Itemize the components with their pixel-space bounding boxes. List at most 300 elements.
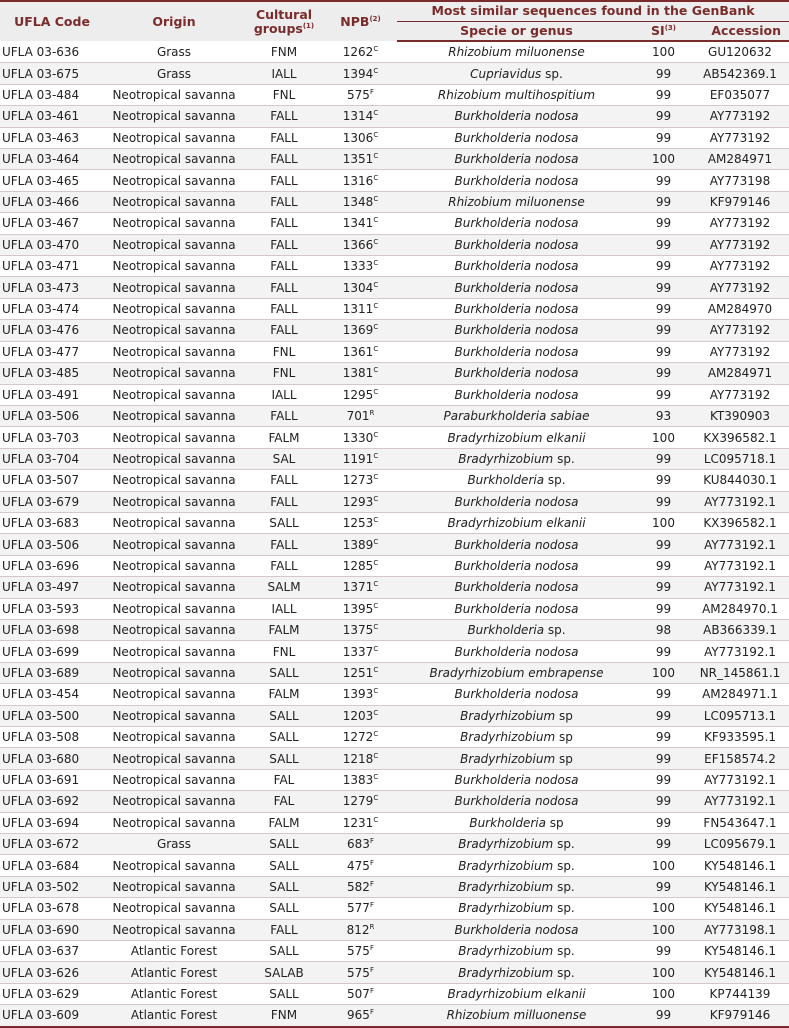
cell-si: 99 (636, 705, 691, 726)
cell-species: Rhizobium miluonense (397, 191, 636, 212)
cell-npb: $507^F$ (324, 983, 397, 1004)
cell-npb: $1395^C$ (324, 598, 397, 619)
cell-cultural-group: SALL (244, 876, 324, 897)
table-row (0, 149, 789, 170)
cell-origin: Neotropical savanna (104, 191, 244, 212)
cell-origin: Neotropical savanna (104, 384, 244, 405)
cell-species: Burkholderia nodosa (397, 919, 636, 940)
table-row (0, 619, 789, 640)
cell-accession: KF979146 (691, 1005, 789, 1027)
cell-npb: $1311^C$ (324, 298, 397, 319)
cell-ufla-code: UFLA 03-691 (0, 769, 104, 790)
table-row (0, 705, 789, 726)
cell-cultural-group: SALL (244, 512, 324, 533)
cell-accession: AY773192.1 (691, 555, 789, 576)
cell-ufla-code: UFLA 03-703 (0, 427, 104, 448)
cell-npb: $575^F$ (324, 941, 397, 962)
cell-origin: Atlantic Forest (104, 1005, 244, 1027)
cell-si: 99 (636, 684, 691, 705)
cell-si: 99 (636, 727, 691, 748)
table-row (0, 277, 789, 298)
cell-cultural-group: SALL (244, 662, 324, 683)
table-row (0, 384, 789, 405)
cell-ufla-code: UFLA 03-679 (0, 491, 104, 512)
cell-cultural-group: FALL (244, 127, 324, 148)
cell-cultural-group: SALL (244, 898, 324, 919)
cell-npb: $1279^C$ (324, 791, 397, 812)
header-si: SI$^{(3)}$ (636, 21, 691, 41)
cell-cultural-group: FALL (244, 234, 324, 255)
cell-accession: EF158574.2 (691, 748, 789, 769)
cell-accession: AM284971 (691, 363, 789, 384)
cell-ufla-code: UFLA 03-704 (0, 448, 104, 469)
cell-species: Bradyrhizobium sp (397, 705, 636, 726)
cell-si: 100 (636, 983, 691, 1004)
cell-accession: AY773192 (691, 277, 789, 298)
cell-ufla-code: UFLA 03-609 (0, 1005, 104, 1027)
cell-origin: Neotropical savanna (104, 341, 244, 362)
cell-npb: $701^R$ (324, 405, 397, 426)
cell-accession: LC095718.1 (691, 448, 789, 469)
table-row (0, 191, 789, 212)
cell-origin: Neotropical savanna (104, 213, 244, 234)
cell-npb: $1381^C$ (324, 363, 397, 384)
cell-npb: $1316^C$ (324, 170, 397, 191)
cell-cultural-group: FALM (244, 684, 324, 705)
cell-npb: $1389^C$ (324, 534, 397, 555)
cell-accession: KY548146.1 (691, 962, 789, 983)
cell-cultural-group: SALM (244, 577, 324, 598)
table-row (0, 470, 789, 491)
table-row (0, 1005, 789, 1027)
table-row (0, 106, 789, 127)
cell-species: Burkholderia nodosa (397, 534, 636, 555)
cell-npb: $577^F$ (324, 898, 397, 919)
cell-cultural-group: FALL (244, 256, 324, 277)
cell-si: 99 (636, 1005, 691, 1027)
cell-cultural-group: FALL (244, 149, 324, 170)
cell-npb: $1351^C$ (324, 149, 397, 170)
cell-origin: Neotropical savanna (104, 170, 244, 191)
cell-npb: $1191^C$ (324, 448, 397, 469)
cell-origin: Neotropical savanna (104, 748, 244, 769)
cell-accession: AY773192.1 (691, 769, 789, 790)
cell-cultural-group: FALL (244, 191, 324, 212)
cell-si: 100 (636, 898, 691, 919)
cell-npb: $1231^C$ (324, 812, 397, 833)
cell-si: 99 (636, 876, 691, 897)
cell-accession: LC095713.1 (691, 705, 789, 726)
cell-origin: Neotropical savanna (104, 598, 244, 619)
cell-ufla-code: UFLA 03-461 (0, 106, 104, 127)
cell-accession: KU844030.1 (691, 470, 789, 491)
cell-accession: AY773192 (691, 127, 789, 148)
cell-origin: Neotropical savanna (104, 876, 244, 897)
table-row (0, 641, 789, 662)
cell-npb: $1253^C$ (324, 512, 397, 533)
cell-origin: Neotropical savanna (104, 277, 244, 298)
cell-origin: Neotropical savanna (104, 405, 244, 426)
cell-npb: $1251^C$ (324, 662, 397, 683)
cell-species: Bradyrhizobium sp. (397, 962, 636, 983)
table-row (0, 941, 789, 962)
cell-cultural-group: FALL (244, 213, 324, 234)
cell-si: 99 (636, 534, 691, 555)
cell-species: Burkholderia nodosa (397, 577, 636, 598)
cell-ufla-code: UFLA 03-506 (0, 405, 104, 426)
cell-cultural-group: SALL (244, 705, 324, 726)
cell-accession: KY548146.1 (691, 855, 789, 876)
cell-species: Burkholderia nodosa (397, 256, 636, 277)
table-row (0, 577, 789, 598)
cell-cultural-group: FALL (244, 470, 324, 491)
cell-si: 99 (636, 834, 691, 855)
cell-species: Burkholderia nodosa (397, 298, 636, 319)
cell-species: Burkholderia nodosa (397, 170, 636, 191)
cell-cultural-group: FALM (244, 427, 324, 448)
cell-npb: $475^F$ (324, 855, 397, 876)
cell-accession: AY773192 (691, 256, 789, 277)
cell-cultural-group: FAL (244, 791, 324, 812)
cell-npb: $1295^C$ (324, 384, 397, 405)
cell-si: 100 (636, 512, 691, 533)
cell-origin: Neotropical savanna (104, 320, 244, 341)
cell-npb: $1273^C$ (324, 470, 397, 491)
cell-species: Bradyrhizobium sp. (397, 834, 636, 855)
cell-cultural-group: FALL (244, 298, 324, 319)
cell-origin: Neotropical savanna (104, 791, 244, 812)
cell-species: Paraburkholderia sabiae (397, 405, 636, 426)
cell-npb: $1337^C$ (324, 641, 397, 662)
cell-ufla-code: UFLA 03-474 (0, 298, 104, 319)
cell-npb: $1393^C$ (324, 684, 397, 705)
cell-ufla-code: UFLA 03-454 (0, 684, 104, 705)
cell-accession: KY548146.1 (691, 898, 789, 919)
cell-species: Burkholderia nodosa (397, 384, 636, 405)
cell-si: 99 (636, 769, 691, 790)
cell-origin: Neotropical savanna (104, 470, 244, 491)
cell-origin: Neotropical savanna (104, 919, 244, 940)
cell-ufla-code: UFLA 03-678 (0, 898, 104, 919)
cell-origin: Neotropical savanna (104, 898, 244, 919)
cell-accession: AY773192.1 (691, 534, 789, 555)
cell-species: Burkholderia nodosa (397, 341, 636, 362)
cell-si: 99 (636, 641, 691, 662)
table-row (0, 427, 789, 448)
cell-ufla-code: UFLA 03-497 (0, 577, 104, 598)
cell-cultural-group: FNM (244, 41, 324, 63)
cell-species: Burkholderia sp. (397, 619, 636, 640)
cell-ufla-code: UFLA 03-675 (0, 63, 104, 84)
cell-npb: $1348^C$ (324, 191, 397, 212)
cell-origin: Neotropical savanna (104, 363, 244, 384)
table-row (0, 84, 789, 105)
cell-origin: Neotropical savanna (104, 727, 244, 748)
cell-ufla-code: UFLA 03-698 (0, 619, 104, 640)
cell-ufla-code: UFLA 03-637 (0, 941, 104, 962)
cell-ufla-code: UFLA 03-463 (0, 127, 104, 148)
cell-npb: $1203^C$ (324, 705, 397, 726)
cell-si: 100 (636, 427, 691, 448)
cell-cultural-group: IALL (244, 384, 324, 405)
table-row (0, 769, 789, 790)
cell-species: Burkholderia nodosa (397, 106, 636, 127)
cell-cultural-group: FALM (244, 812, 324, 833)
cell-accession: KF979146 (691, 191, 789, 212)
cell-ufla-code: UFLA 03-502 (0, 876, 104, 897)
cell-accession: AY773192 (691, 213, 789, 234)
cell-cultural-group: FALL (244, 320, 324, 341)
cell-species: Burkholderia nodosa (397, 555, 636, 576)
table-row (0, 256, 789, 277)
cell-ufla-code: UFLA 03-692 (0, 791, 104, 812)
table-row (0, 962, 789, 983)
cell-si: 99 (636, 84, 691, 105)
cell-species: Bradyrhizobium sp (397, 748, 636, 769)
cell-origin: Neotropical savanna (104, 619, 244, 640)
cell-npb: $1218^C$ (324, 748, 397, 769)
cell-origin: Atlantic Forest (104, 941, 244, 962)
cell-origin: Grass (104, 63, 244, 84)
cell-si: 99 (636, 234, 691, 255)
cell-cultural-group: SALL (244, 748, 324, 769)
cell-npb: $582^F$ (324, 876, 397, 897)
cell-si: 99 (636, 63, 691, 84)
cell-cultural-group: FALM (244, 619, 324, 640)
cell-species: Burkholderia nodosa (397, 234, 636, 255)
cell-si: 99 (636, 256, 691, 277)
cell-ufla-code: UFLA 03-694 (0, 812, 104, 833)
cell-accession: KY548146.1 (691, 941, 789, 962)
table-row (0, 684, 789, 705)
table-row (0, 234, 789, 255)
cell-origin: Neotropical savanna (104, 448, 244, 469)
cell-ufla-code: UFLA 03-593 (0, 598, 104, 619)
cell-accession: GU120632 (691, 41, 789, 63)
cell-ufla-code: UFLA 03-690 (0, 919, 104, 940)
cell-npb: $1304^C$ (324, 277, 397, 298)
cell-cultural-group: FALL (244, 405, 324, 426)
cell-si: 99 (636, 191, 691, 212)
header-accession: Accession (691, 21, 789, 41)
cell-si: 100 (636, 919, 691, 940)
table-row (0, 213, 789, 234)
cell-npb: $1262^C$ (324, 41, 397, 63)
cell-species: Burkholderia nodosa (397, 320, 636, 341)
cell-ufla-code: UFLA 03-485 (0, 363, 104, 384)
cell-species: Bradyrhizobium sp. (397, 448, 636, 469)
cell-origin: Neotropical savanna (104, 577, 244, 598)
cell-si: 99 (636, 555, 691, 576)
cell-si: 99 (636, 791, 691, 812)
cell-origin: Neotropical savanna (104, 769, 244, 790)
cell-accession: FN543647.1 (691, 812, 789, 833)
cell-si: 100 (636, 149, 691, 170)
cell-species: Bradyrhizobium sp. (397, 941, 636, 962)
table-row (0, 298, 789, 319)
cell-si: 99 (636, 277, 691, 298)
table-row (0, 598, 789, 619)
cell-species: Bradyrhizobium sp (397, 727, 636, 748)
table-row (0, 834, 789, 855)
header-origin: Origin (104, 1, 244, 41)
table-row (0, 898, 789, 919)
cell-species: Burkholderia nodosa (397, 598, 636, 619)
cell-cultural-group: SALL (244, 834, 324, 855)
table-row (0, 363, 789, 384)
cell-accession: AY773192.1 (691, 641, 789, 662)
table-row (0, 812, 789, 833)
cell-accession: KY548146.1 (691, 876, 789, 897)
table-row (0, 405, 789, 426)
cell-accession: AY773192.1 (691, 577, 789, 598)
cell-npb: $1371^C$ (324, 577, 397, 598)
cell-species: Burkholderia sp. (397, 470, 636, 491)
cell-accession: AM284970 (691, 298, 789, 319)
cell-accession: AB542369.1 (691, 63, 789, 84)
cell-accession: LC095679.1 (691, 834, 789, 855)
cell-cultural-group: FALL (244, 170, 324, 191)
cell-accession: NR_145861.1 (691, 662, 789, 683)
cell-origin: Neotropical savanna (104, 491, 244, 512)
table-row (0, 170, 789, 191)
cell-species: Burkholderia nodosa (397, 684, 636, 705)
cell-si: 99 (636, 363, 691, 384)
cell-origin: Neotropical savanna (104, 555, 244, 576)
cell-ufla-code: UFLA 03-680 (0, 748, 104, 769)
cell-species: Rhizobium milluonense (397, 1005, 636, 1027)
cell-ufla-code: UFLA 03-466 (0, 191, 104, 212)
cell-species: Bradyrhizobium embrapense (397, 662, 636, 683)
cell-origin: Neotropical savanna (104, 812, 244, 833)
cell-si: 99 (636, 748, 691, 769)
cell-npb: $1314^C$ (324, 106, 397, 127)
table-row (0, 41, 789, 63)
cell-ufla-code: UFLA 03-683 (0, 512, 104, 533)
table-row (0, 491, 789, 512)
cell-si: 93 (636, 405, 691, 426)
cell-cultural-group: SAL (244, 448, 324, 469)
cell-si: 99 (636, 170, 691, 191)
cell-accession: KF933595.1 (691, 727, 789, 748)
cell-ufla-code: UFLA 03-507 (0, 470, 104, 491)
cell-origin: Neotropical savanna (104, 84, 244, 105)
cell-cultural-group: SALAB (244, 962, 324, 983)
cell-cultural-group: SALL (244, 941, 324, 962)
cell-species: Bradyrhizobium elkanii (397, 983, 636, 1004)
cell-cultural-group: SALL (244, 855, 324, 876)
cell-ufla-code: UFLA 03-500 (0, 705, 104, 726)
cell-accession: AY773192 (691, 341, 789, 362)
table-row (0, 876, 789, 897)
cell-species: Cupriavidus sp. (397, 63, 636, 84)
cell-si: 99 (636, 812, 691, 833)
cell-ufla-code: UFLA 03-629 (0, 983, 104, 1004)
cell-species: Rhizobium multihospitium (397, 84, 636, 105)
cell-species: Burkholderia nodosa (397, 277, 636, 298)
cell-npb: $1361^C$ (324, 341, 397, 362)
cell-species: Burkholderia nodosa (397, 363, 636, 384)
cell-origin: Grass (104, 41, 244, 63)
cell-species: Burkholderia nodosa (397, 491, 636, 512)
cell-npb: $812^R$ (324, 919, 397, 940)
cell-ufla-code: UFLA 03-672 (0, 834, 104, 855)
cell-si: 99 (636, 577, 691, 598)
cell-origin: Neotropical savanna (104, 512, 244, 533)
cell-si: 99 (636, 213, 691, 234)
cell-origin: Neotropical savanna (104, 256, 244, 277)
table-row (0, 127, 789, 148)
cell-cultural-group: FALL (244, 534, 324, 555)
cell-origin: Neotropical savanna (104, 705, 244, 726)
cell-cultural-group: FALL (244, 919, 324, 940)
cell-species: Bradyrhizobium sp. (397, 898, 636, 919)
cell-accession: AM284970.1 (691, 598, 789, 619)
table-row (0, 63, 789, 84)
cell-origin: Neotropical savanna (104, 855, 244, 876)
cell-cultural-group: FALL (244, 106, 324, 127)
table-row (0, 919, 789, 940)
cell-npb: $683^F$ (324, 834, 397, 855)
cell-accession: AB366339.1 (691, 619, 789, 640)
cell-species: Burkholderia nodosa (397, 149, 636, 170)
table-body (0, 41, 789, 1027)
cell-accession: KP744139 (691, 983, 789, 1004)
cell-species: Bradyrhizobium sp. (397, 876, 636, 897)
cell-cultural-group: SALL (244, 727, 324, 748)
cell-npb: $965^F$ (324, 1005, 397, 1027)
cell-accession: AM284971 (691, 149, 789, 170)
cell-ufla-code: UFLA 03-699 (0, 641, 104, 662)
cell-cultural-group: FNL (244, 641, 324, 662)
cell-accession: AY773192 (691, 384, 789, 405)
table-row (0, 448, 789, 469)
cell-origin: Neotropical savanna (104, 684, 244, 705)
cell-species: Bradyrhizobium sp. (397, 855, 636, 876)
header-species: Specie or genus (397, 21, 636, 41)
cell-ufla-code: UFLA 03-470 (0, 234, 104, 255)
cell-origin: Neotropical savanna (104, 298, 244, 319)
table-row (0, 555, 789, 576)
cell-si: 99 (636, 320, 691, 341)
cell-npb: $1306^C$ (324, 127, 397, 148)
cell-cultural-group: SALL (244, 983, 324, 1004)
cell-npb: $1285^C$ (324, 555, 397, 576)
table-row (0, 748, 789, 769)
cell-accession: KX396582.1 (691, 427, 789, 448)
cell-origin: Grass (104, 834, 244, 855)
cell-npb: $1330^C$ (324, 427, 397, 448)
cell-si: 100 (636, 662, 691, 683)
cell-accession: AY773192 (691, 234, 789, 255)
cell-ufla-code: UFLA 03-473 (0, 277, 104, 298)
cell-si: 100 (636, 855, 691, 876)
cell-cultural-group: FNM (244, 1005, 324, 1027)
cell-npb: $1272^C$ (324, 727, 397, 748)
cell-ufla-code: UFLA 03-626 (0, 962, 104, 983)
cell-si: 99 (636, 598, 691, 619)
cell-npb: $575^F$ (324, 84, 397, 105)
cell-species: Burkholderia nodosa (397, 791, 636, 812)
header-ufla-code: UFLA Code (0, 1, 104, 41)
cell-cultural-group: FNL (244, 84, 324, 105)
cell-npb: $1293^C$ (324, 491, 397, 512)
cell-npb: $1366^C$ (324, 234, 397, 255)
cell-species: Burkholderia nodosa (397, 641, 636, 662)
table-row (0, 855, 789, 876)
cell-npb: $1383^C$ (324, 769, 397, 790)
cell-si: 99 (636, 941, 691, 962)
